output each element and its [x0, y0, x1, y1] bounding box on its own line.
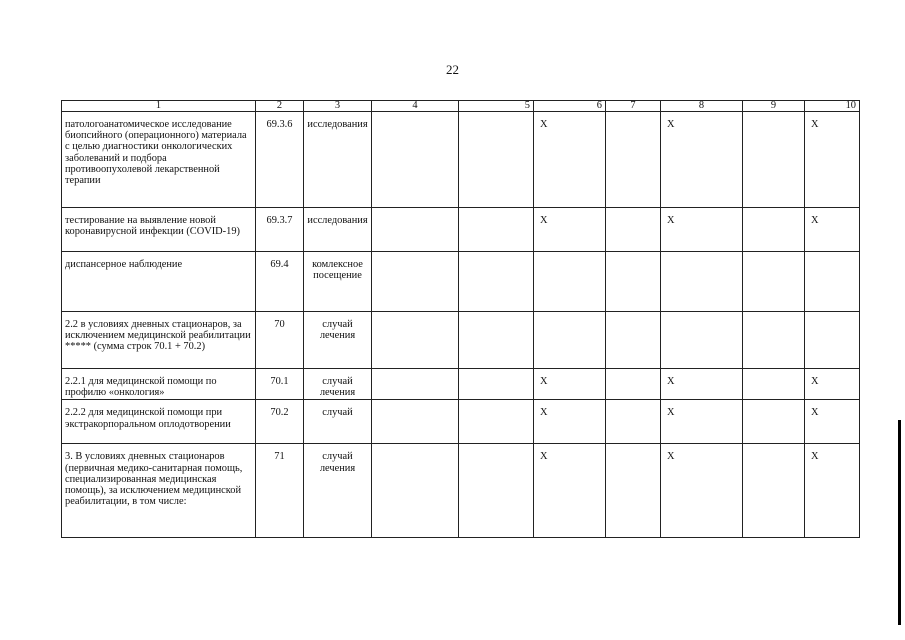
row-code: 69.4 [256, 252, 304, 312]
cell-col-5 [459, 112, 534, 208]
cell-col-4 [372, 369, 459, 400]
cell-col-9 [743, 369, 805, 400]
cell-col-8: X [661, 369, 743, 400]
cell-col-6 [534, 312, 606, 369]
row-unit: исследования [304, 112, 372, 208]
cell-col-10 [805, 252, 860, 312]
cell-col-5 [459, 400, 534, 444]
header-col-8: 8 [661, 101, 743, 112]
header-col-4: 4 [372, 101, 459, 112]
row-name: 2.2.1 для медицинской помощи по профилю «онкология» [62, 369, 256, 400]
row-unit: случай лечения [304, 369, 372, 400]
row-code: 70.1 [256, 369, 304, 400]
row-code: 71 [256, 444, 304, 538]
cell-col-7 [606, 252, 661, 312]
header-col-2: 2 [256, 101, 304, 112]
cell-col-8 [661, 252, 743, 312]
cell-col-8: X [661, 112, 743, 208]
header-col-3: 3 [304, 101, 372, 112]
row-name: патологоанатомическое исследование биопсийного (операционного) материала с целью диагностики онкологических заболеваний и подбора противоопухолевой лекарственной терапии [62, 112, 256, 208]
table-row [62, 208, 860, 252]
table-row [62, 444, 860, 538]
cell-col-4 [372, 444, 459, 538]
table-row [62, 369, 860, 400]
cell-col-7 [606, 112, 661, 208]
cell-col-7 [606, 400, 661, 444]
cell-col-7 [606, 312, 661, 369]
row-code: 69.3.7 [256, 208, 304, 252]
cell-col-5 [459, 252, 534, 312]
cell-col-7 [606, 208, 661, 252]
cell-col-4 [372, 312, 459, 369]
cell-col-4 [372, 208, 459, 252]
row-code: 70 [256, 312, 304, 369]
cell-col-9 [743, 252, 805, 312]
row-code: 70.2 [256, 400, 304, 444]
row-unit: исследования [304, 208, 372, 252]
table-row [62, 112, 860, 208]
header-col-1: 1 [62, 101, 256, 112]
cell-col-9 [743, 444, 805, 538]
cell-col-10 [805, 312, 860, 369]
header-col-9: 9 [743, 101, 805, 112]
cell-col-6: X [534, 400, 606, 444]
page-number: 22 [446, 62, 459, 77]
cell-col-9 [743, 208, 805, 252]
cell-col-5 [459, 208, 534, 252]
cell-col-5 [459, 369, 534, 400]
row-unit: случай лечения [304, 444, 372, 538]
cell-col-4 [372, 252, 459, 312]
cell-col-10: X [805, 444, 860, 538]
row-code: 69.3.6 [256, 112, 304, 208]
cell-col-5 [459, 312, 534, 369]
header-col-10: 10 [805, 101, 860, 112]
cell-col-10: X [805, 208, 860, 252]
cell-col-10: X [805, 400, 860, 444]
cell-col-6: X [534, 112, 606, 208]
row-name: тестирование на выявление новой коронавирусной инфекции (COVID-19) [62, 208, 256, 252]
cell-col-9 [743, 400, 805, 444]
cell-col-8: X [661, 208, 743, 252]
row-name: 3. В условиях дневных стационаров (первичная медико-санитарная помощь, специализированная медицинская помощь), за исключением медицинской реабилитации, в том числе: [62, 444, 256, 538]
row-unit: случай лечения [304, 312, 372, 369]
table-header-row [62, 101, 860, 112]
header-col-7: 7 [606, 101, 661, 112]
header-col-5: 5 [459, 101, 534, 112]
cell-col-8 [661, 312, 743, 369]
cell-col-6 [534, 252, 606, 312]
table-row [62, 312, 860, 369]
cell-col-6: X [534, 208, 606, 252]
cell-col-8: X [661, 444, 743, 538]
cell-col-5 [459, 444, 534, 538]
cell-col-10: X [805, 112, 860, 208]
row-unit: случай [304, 400, 372, 444]
cell-col-6: X [534, 369, 606, 400]
table-row [62, 400, 860, 444]
row-name: диспансерное наблюдение [62, 252, 256, 312]
row-name: 2.2 в условиях дневных стационаров, за исключением медицинской реабилитации ***** (сумма строк 70.1 + 70.2) [62, 312, 256, 369]
cell-col-4 [372, 112, 459, 208]
cell-col-7 [606, 369, 661, 400]
table-row [62, 252, 860, 312]
data-table [61, 100, 860, 538]
header-col-6: 6 [534, 101, 606, 112]
cell-col-8: X [661, 400, 743, 444]
cell-col-6: X [534, 444, 606, 538]
cell-col-9 [743, 312, 805, 369]
scan-edge-bar [898, 420, 901, 625]
cell-col-7 [606, 444, 661, 538]
row-unit: комлексное посещение [304, 252, 372, 312]
cell-col-10: X [805, 369, 860, 400]
cell-col-9 [743, 112, 805, 208]
cell-col-4 [372, 400, 459, 444]
row-name: 2.2.2 для медицинской помощи при экстракорпоральном оплодотворении [62, 400, 256, 444]
